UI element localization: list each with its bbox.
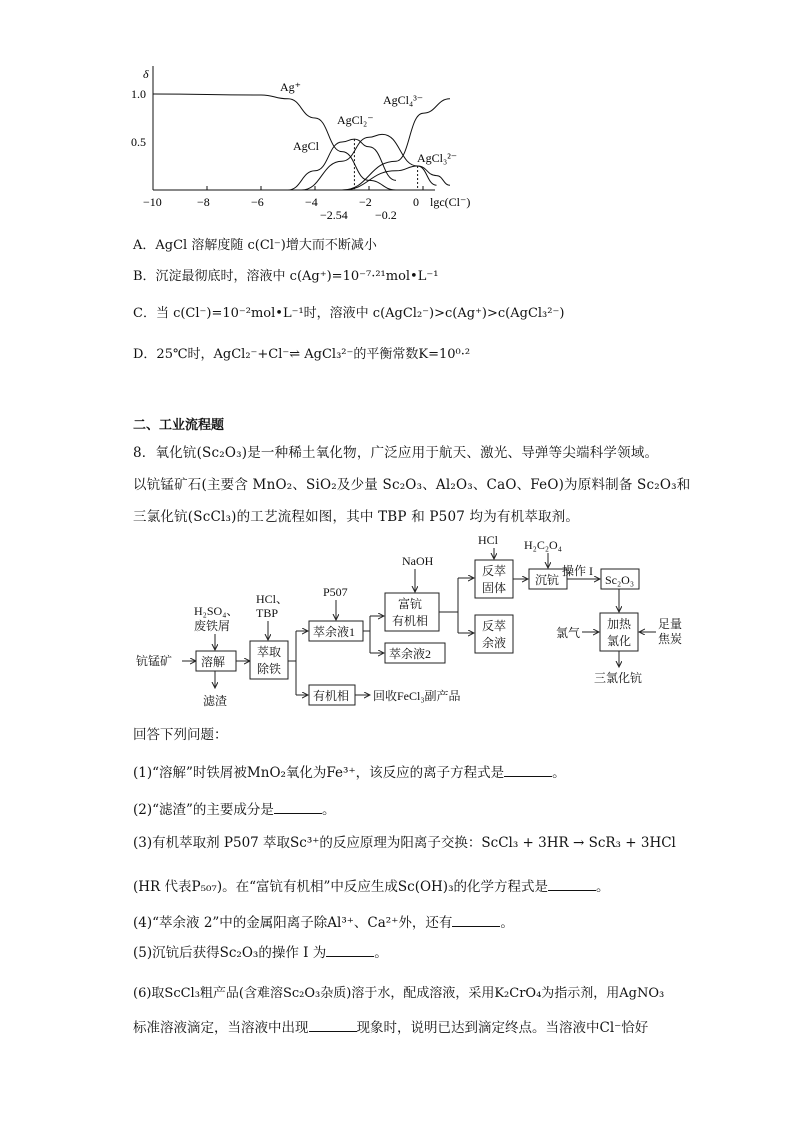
naoh-label: NaOH (402, 554, 434, 568)
label-agcl: AgCl (293, 139, 320, 153)
precip-label: 沉钪 (535, 573, 560, 587)
annot-254: −2.54 (320, 208, 348, 222)
rich-a: 富钪 (398, 597, 423, 611)
answer-blank-5[interactable] (326, 944, 374, 957)
x-tick-label: −6 (251, 195, 264, 209)
annot-02: −0.2 (375, 208, 397, 222)
question-3-line1: (3)有机萃取剂 P507 萃取Sc³⁺的反应原理为阳离子交换：ScCl₃ + 3HR → ScR₃ + 3HCl (133, 835, 676, 851)
sc2o3-label: Sc₂O₃ (605, 573, 635, 587)
question-2-end: 。 (321, 802, 336, 818)
answer-blank-4[interactable] (452, 914, 500, 927)
process-flow-diagram (130, 530, 690, 710)
x-tick-label: −2 (359, 195, 372, 209)
residue-label: 滤渣 (203, 694, 228, 708)
answer-blank-2[interactable] (274, 801, 322, 814)
label-agcl3: AgCl₃²⁻ (417, 151, 458, 165)
y-tick-05: 0.5 (131, 135, 146, 149)
coke-b: 焦炭 (658, 632, 683, 646)
question-6-line2 (133, 1016, 648, 1036)
series-curve-3 (342, 166, 450, 190)
option-b: B．沉淀最彻底时，溶液中 c(Ag⁺)=10⁻⁷·²¹mol•L⁻¹ (133, 269, 439, 284)
question-5 (133, 941, 388, 961)
question-4-end: 。 (500, 915, 514, 931)
coke-a: 足量 (658, 617, 683, 631)
question-1 (133, 761, 566, 781)
answer-blank-6[interactable] (309, 1019, 357, 1032)
rich-b: 有机相 (392, 614, 429, 628)
y-tick-1: 1.0 (131, 87, 146, 101)
label-ag: Ag⁺ (280, 80, 301, 94)
p507-label: P507 (323, 585, 348, 599)
question-5-text: (5)沉钪后获得Sc₂O₃的操作 I 为 (133, 945, 327, 961)
back2-a: 反萃 (482, 619, 507, 633)
y-label: δ (143, 67, 149, 81)
intro-line-2: 以钪锰矿石(主要含 MnO₂、SiO₂及少量 Sc₂O₃、Al₂O₃、CaO、FeO)为原料制备 Sc₂O₃和 (133, 477, 691, 493)
option-a: A．AgCl 溶解度随 c(Cl⁻)增大而不断减小 (133, 238, 377, 253)
question-1-text: (1)“溶解”时铁屑被MnO₂氧化为Fe³⁺，该反应的离子方程式是 (133, 765, 505, 781)
x-tick-label: 0 (413, 195, 419, 209)
reagent2-b: TBP (256, 606, 279, 620)
back-a: 反萃 (482, 564, 507, 578)
question-3-text: (HR 代表P₅₀₇)。在“富钪有机相”中反应生成Sc(OH)₃的化学方程式是 (133, 879, 548, 895)
reagent2-a: HCl、 (256, 592, 289, 606)
question-6-text: 标准溶液滴定，当溶液中出现 (133, 1020, 309, 1036)
question-1-end: 。 (552, 765, 566, 781)
label-agcl4: AgCl₄³⁻ (383, 93, 424, 107)
hcl-label: HCl (478, 533, 499, 547)
reagent1-a: H₂SO₄、 (194, 604, 239, 618)
organic-label: 有机相 (313, 689, 350, 703)
distribution-chart (125, 58, 495, 228)
extract-b: 除铁 (257, 662, 282, 676)
x-tick-label: −4 (305, 195, 318, 209)
intro-line-1: 8．氧化钪(Sc₂O₃)是一种稀土氧化物，广泛应用于航天、激光、导弹等尖端科学领域。 (133, 445, 659, 461)
raffinate1-label: 萃余液1 (313, 625, 356, 639)
question-6-cont: 现象时，说明已达到滴定终点。当溶液中Cl⁻恰好 (356, 1020, 649, 1036)
op1-label: 操作 I (562, 564, 593, 578)
sccl3-label: 三氯化钪 (594, 671, 643, 685)
x-tick-label: −10 (143, 195, 162, 209)
h2c2o4-label: H₂C₂O₄ (524, 538, 562, 552)
questions-lead: 回答下列问题： (133, 727, 228, 743)
question-3-end: 。 (595, 879, 610, 895)
answer-blank-3[interactable] (548, 878, 596, 891)
back-b: 固体 (482, 581, 507, 595)
label-agcl2: AgCl₂⁻ (337, 113, 374, 127)
question-6-line1: (6)取ScCl₃粗产品(含难溶Sc₂O₃杂质)溶于水，配成溶液，采用K₂CrO₄为指示剂，用AgNO₃ (133, 986, 665, 1001)
x-tick-label: −8 (197, 195, 210, 209)
raffinate2-label: 萃余液2 (389, 647, 432, 661)
heat-b: 氯化 (607, 634, 632, 648)
question-4 (133, 911, 514, 931)
option-c: C．当 c(Cl⁻)=10⁻²mol•L⁻¹时，溶液中 c(AgCl₂⁻)>c(Ag⁺)>c(AgCl₃²⁻) (133, 306, 565, 321)
option-d: D．25℃时，AgCl₂⁻+Cl⁻⇌ AgCl₃²⁻的平衡常数K=10⁰·² (133, 347, 471, 362)
answer-blank-1[interactable] (504, 764, 552, 777)
extract-a: 萃取 (257, 645, 282, 659)
question-2-text: (2)“滤渣”的主要成分是 (133, 802, 274, 818)
recover-label: 回收FeCl₃副产品 (373, 689, 461, 703)
ore-label: 钪锰矿 (136, 654, 173, 668)
chlorine-label: 氯气 (556, 626, 581, 640)
section-title: 二、工业流程题 (133, 418, 225, 433)
question-2 (133, 798, 335, 818)
intro-line-3: 三氯化钪(ScCl₃)的工艺流程如图，其中 TBP 和 P507 均为有机萃取剂。 (133, 509, 580, 525)
dissolve-label: 溶解 (201, 655, 226, 669)
reagent1-b: 废铁屑 (194, 619, 231, 633)
question-4-text: (4)“萃余液 2”中的金属阳离子除Al³⁺、Ca²⁺外，还有 (133, 915, 453, 931)
heat-a: 加热 (607, 617, 632, 631)
back2-b: 余液 (482, 636, 507, 650)
question-5-end: 。 (374, 945, 388, 961)
x-label: lgc(Cl⁻) (430, 195, 471, 209)
question-3-line2 (133, 875, 609, 895)
